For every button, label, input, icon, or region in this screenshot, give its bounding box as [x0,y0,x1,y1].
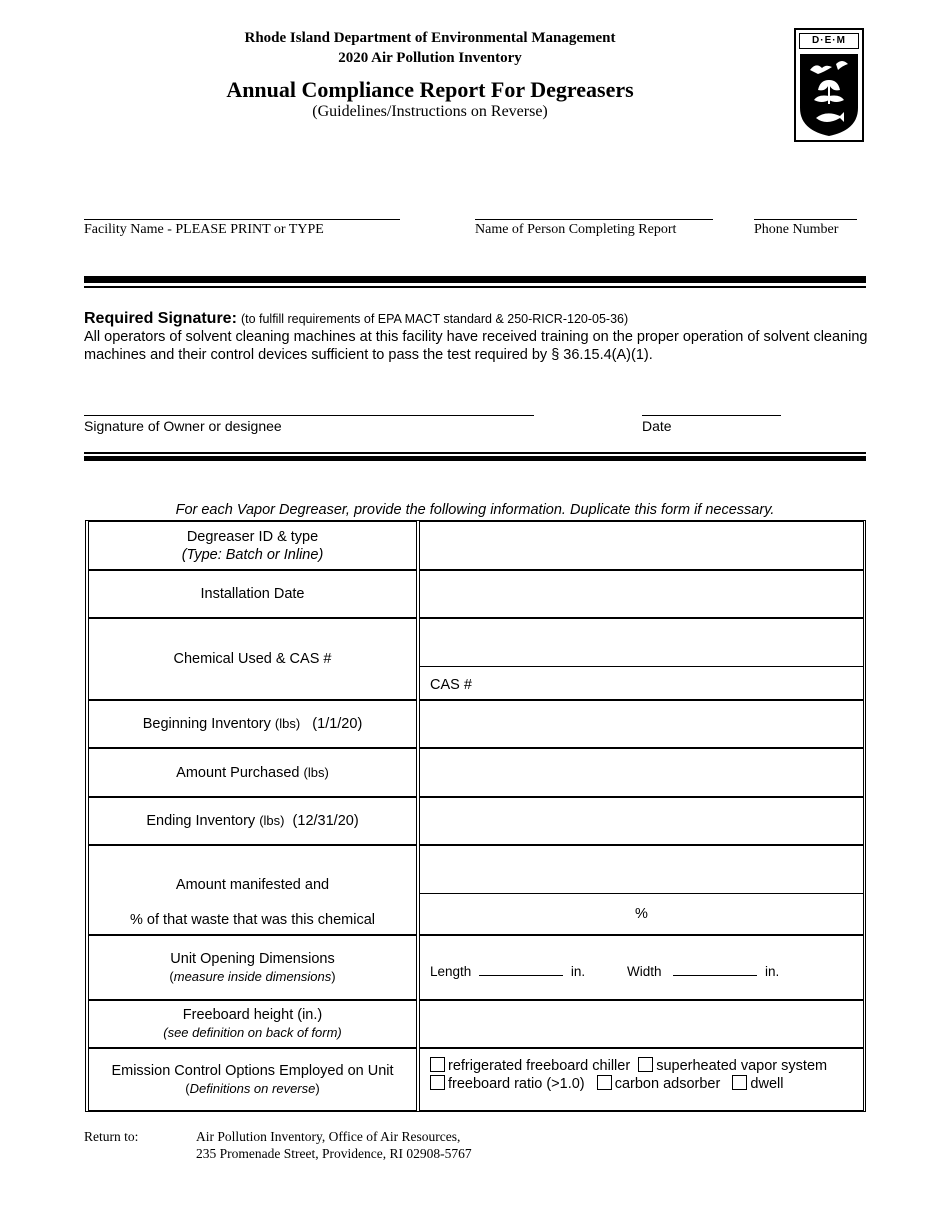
unit-opening-text: Unit Opening Dimensions [170,950,335,967]
ratio-checkbox[interactable] [430,1075,445,1090]
degreaser-id-input[interactable] [419,521,864,570]
adsorber-checkbox[interactable] [597,1075,612,1090]
dwell-checkbox[interactable] [732,1075,747,1090]
length-input[interactable] [479,963,563,976]
option-superheated[interactable] [638,1058,827,1074]
ending-inventory-input[interactable] [419,797,864,845]
freeboard-height-input[interactable] [419,1000,864,1048]
date-text: (1/1/20) [312,716,363,732]
person-name-input[interactable] [475,219,713,220]
width-field[interactable] [627,963,779,979]
ratio-label: freeboard ratio (>1.0) [448,1076,585,1092]
table-row [86,1000,865,1048]
emission-control-options [419,1048,864,1111]
amount-manifested-text: Amount manifested and [175,877,330,893]
inch-label: in. [765,964,780,979]
logo-text: D·E·M [799,33,859,49]
signature-label: Signature of Owner or designee [84,418,282,434]
degreaser-id-text: Degreaser ID & type [186,528,319,545]
table-row [86,700,865,748]
option-chiller[interactable] [430,1058,630,1074]
inventory-year: 2020 Air Pollution Inventory [338,50,522,66]
return-address-line2: 235 Promenade Street, Providence, RI 02908-5767 [196,1146,472,1161]
paren-close: ) [315,1080,320,1096]
date-label: Date [642,418,672,434]
date-text: (12/31/20) [292,813,359,829]
section-divider-thin [84,452,866,454]
ending-inventory-text: Ending Inventory [146,813,256,829]
phone-number-input[interactable] [754,219,857,220]
shield-icon [796,50,862,138]
amount-purchased-label [88,748,417,797]
freeboard-height-text: Freeboard height (in.) [182,1007,323,1023]
width-label: Width [627,964,662,979]
adsorber-label: carbon adsorber [614,1076,721,1092]
option-dwell[interactable] [732,1076,783,1092]
amount-manifested-label [88,845,417,935]
cas-number-label: CAS # [430,677,472,693]
option-adsorber[interactable] [597,1076,721,1092]
unit-label: (lbs) [274,716,301,731]
form-instructions: For each Vapor Degreaser, provide the following information. Duplicate this form if necessary. [175,502,775,518]
amount-purchased-input[interactable] [419,748,864,797]
beginning-inventory-label [88,700,417,748]
table-row [86,570,865,618]
section-divider [84,276,866,283]
table-row [86,618,865,700]
superheated-label: superheated vapor system [656,1058,828,1074]
unit-opening-label [88,935,417,1000]
table-row [86,748,865,797]
amount-purchased-text: Amount Purchased [176,764,300,781]
unit-label: (lbs) [303,764,329,780]
unit-opening-note: measure inside dimensions [173,968,332,984]
chemical-used-text: Chemical Used & CAS # [173,651,332,667]
percent-waste-text: % of that waste that was this chemical [130,912,375,928]
page-subtitle: (Guidelines/Instructions on Reverse) [312,103,548,120]
length-field[interactable] [430,963,585,979]
date-input[interactable] [642,415,781,416]
paren-open: ( [185,1080,190,1096]
cell-divider [420,666,863,667]
amount-manifested-input[interactable] [419,845,864,935]
paren-open: ( [169,968,174,984]
facility-name-input[interactable] [84,219,400,220]
required-signature-title: Required Signature: [84,310,237,327]
return-label: Return to: [84,1129,139,1144]
signature-input[interactable] [84,415,534,416]
section-divider [84,456,866,461]
dwell-label: dwell [750,1076,784,1092]
section-divider-thin [84,286,866,288]
degreaser-form-table [85,520,866,1112]
beginning-inventory-input[interactable] [419,700,864,748]
unit-opening-inputs [419,935,864,1000]
inch-label: in. [570,964,586,979]
emission-control-label [88,1048,417,1111]
ending-inventory-label [88,797,417,845]
degreaser-id-note: (Type: Batch or Inline) [181,546,324,563]
installation-date-input[interactable] [419,570,864,618]
department-name: Rhode Island Department of Environmental Management [244,30,616,46]
option-ratio[interactable] [430,1076,585,1092]
length-label: Length [430,964,472,979]
phone-number-label: Phone Number [754,222,839,237]
return-address-line1: Air Pollution Inventory, Office of Air Resources, [196,1129,461,1144]
emission-control-text: Emission Control Options Employed on Unit [111,1062,394,1079]
person-name-label: Name of Person Completing Report [475,222,677,237]
beginning-inventory-text: Beginning Inventory [142,716,271,732]
table-row [86,1048,865,1111]
chiller-checkbox[interactable] [430,1057,445,1072]
degreaser-id-label [88,521,417,570]
emission-note: Definitions on reverse [189,1080,316,1096]
required-signature-note: (to fulfill requirements of EPA MACT standard & 250-RICR-120-05-36) [240,312,629,326]
superheated-checkbox[interactable] [638,1057,653,1072]
freeboard-note: (see definition on back of form) [163,1025,342,1040]
unit-label: (lbs) [259,813,285,828]
width-input[interactable] [673,963,757,976]
facility-name-label: Facility Name - PLEASE PRINT or TYPE [84,222,324,237]
dem-logo [794,28,864,142]
table-row [86,797,865,845]
table-row [86,521,865,570]
table-row [86,935,865,1000]
installation-date-text: Installation Date [200,586,305,602]
signature-section [84,310,874,364]
installation-date-label [88,570,417,618]
cell-divider [420,893,863,894]
freeboard-height-label [88,1000,417,1048]
table-row [86,845,865,935]
page-title: Annual Compliance Report For Degreasers [226,77,634,102]
chemical-used-input[interactable] [419,618,864,700]
percent-symbol: % [635,906,648,922]
chemical-used-label [88,618,417,700]
chiller-label: refrigerated freeboard chiller [448,1058,631,1074]
training-statement: All operators of solvent cleaning machines at this facility have received training on the proper operation of solvent cleaning machines and their control devices sufficient to pass the test required by § 36.15.4(A)(1). [84,329,868,363]
paren-close: ) [331,968,336,984]
